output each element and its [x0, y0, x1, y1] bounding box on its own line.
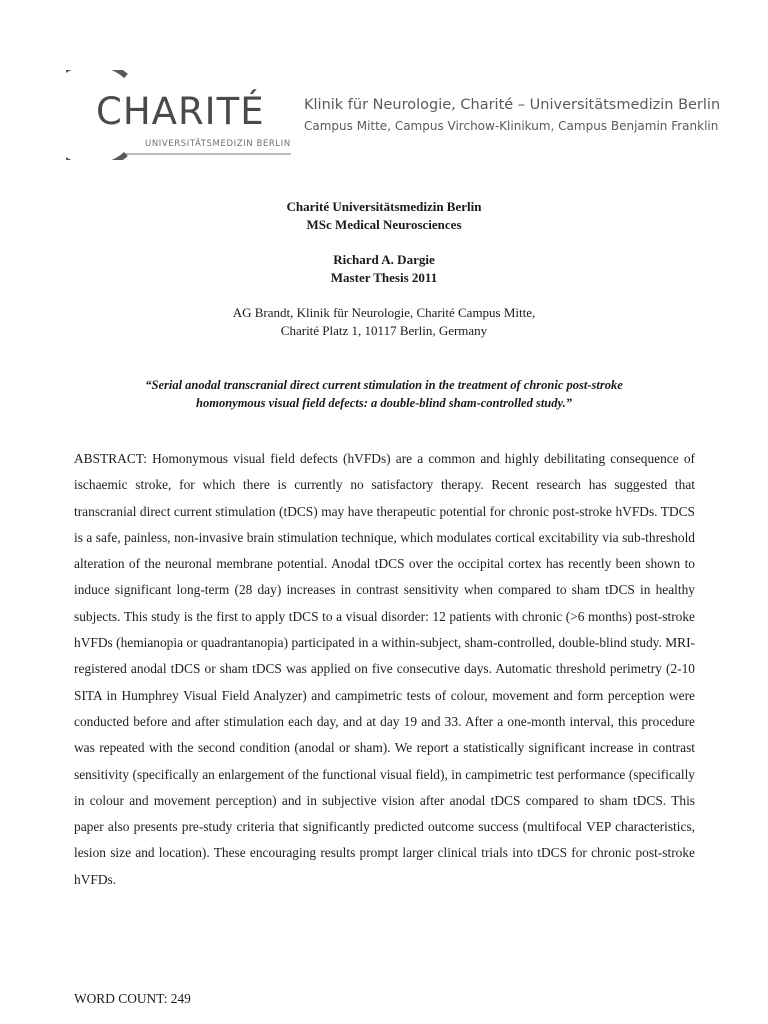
clinic-info — [304, 96, 720, 135]
logo-subline: UNIVERSITÄTSMEDIZIN BERLIN — [145, 139, 291, 149]
clinic-name: Klinik für Neurologie, Charité – Universitätsmedizin Berlin — [304, 97, 721, 113]
author-name: Richard A. Dargie — [333, 252, 435, 267]
affiliation-line-2: Charité Platz 1, 10117 Berlin, Germany — [280, 323, 488, 338]
university-program-block — [0, 198, 768, 234]
charite-logo — [66, 70, 296, 160]
logo-wordmark: CHARITÉ — [96, 90, 265, 133]
thesis-label: Master Thesis 2011 — [330, 270, 438, 285]
word-count: WORD COUNT: 249 — [74, 991, 191, 1006]
program-name: MSc Medical Neurosciences — [306, 217, 462, 232]
abstract-paragraph: ABSTRACT: Homonymous visual field defects (hVFDs) are a common and highly debilitating consequence of ischaemic stroke, for which there is currently no satisfactory therapy. Recent research has suggested that transcranial direct current stimulation (tDCS) may have therapeutic potential for chronic post-stroke hVFDs. TDCS is a safe, painless, non-invasive brain stimulation technique, which modulates cortical excitability via sub-threshold alteration of the neuronal membrane potential. Anodal tDCS over the occipital cortex has recently been shown to induce significant long-term (28 day) increases in contrast sensitivity when compared to sham tDCS in healthy subjects. This study is the first to apply tDCS to a visual disorder: 12 patients with chronic (>6 months) post-stroke hVFDs (hemianopia or quadrantanopia) participated in a within-subject, sham-controlled, double-blind study. MRI-registered anodal tDCS or sham tDCS was applied on five consecutive days. Automatic threshold perimetry (2-10 SITA in Humphrey Visual Field Analyzer) and campimetric tests of colour, movement and form perception were conducted before and after stimulation each day, and at day 19 and 33. After a one-month interval, this procedure was repeated with the second condition (anodal or sham). We report a statistically significant increase in contrast sensitivity (specifically an enlargement of the functional visual field), in campimetric test performance (specifically in colour and movement perception) and in subjective vision after anodal tDCS compared to sham tDCS. This paper also presents pre-study criteria that significantly predicted outcome success (multifocal VEP characteristics, lesion size and location). These encouraging results prompt larger clinical trials into tDCS for chronic post-stroke hVFDs. — [74, 451, 695, 887]
author-block — [0, 251, 768, 287]
affiliation-block — [0, 304, 768, 340]
clinic-campuses: Campus Mitte, Campus Virchow-Klinikum, Campus Benjamin Franklin — [304, 119, 719, 133]
thesis-title-line-2: homonymous visual field defects: a double-blind sham-controlled study.” — [196, 396, 572, 410]
university-name: Charité Universitätsmedizin Berlin — [286, 199, 482, 214]
affiliation-line-1: AG Brandt, Klinik für Neurologie, Charité Campus Mitte, — [232, 305, 536, 320]
thesis-title — [0, 376, 768, 412]
thesis-title-line-1: “Serial anodal transcranial direct current stimulation in the treatment of chronic post-stroke — [145, 378, 623, 392]
